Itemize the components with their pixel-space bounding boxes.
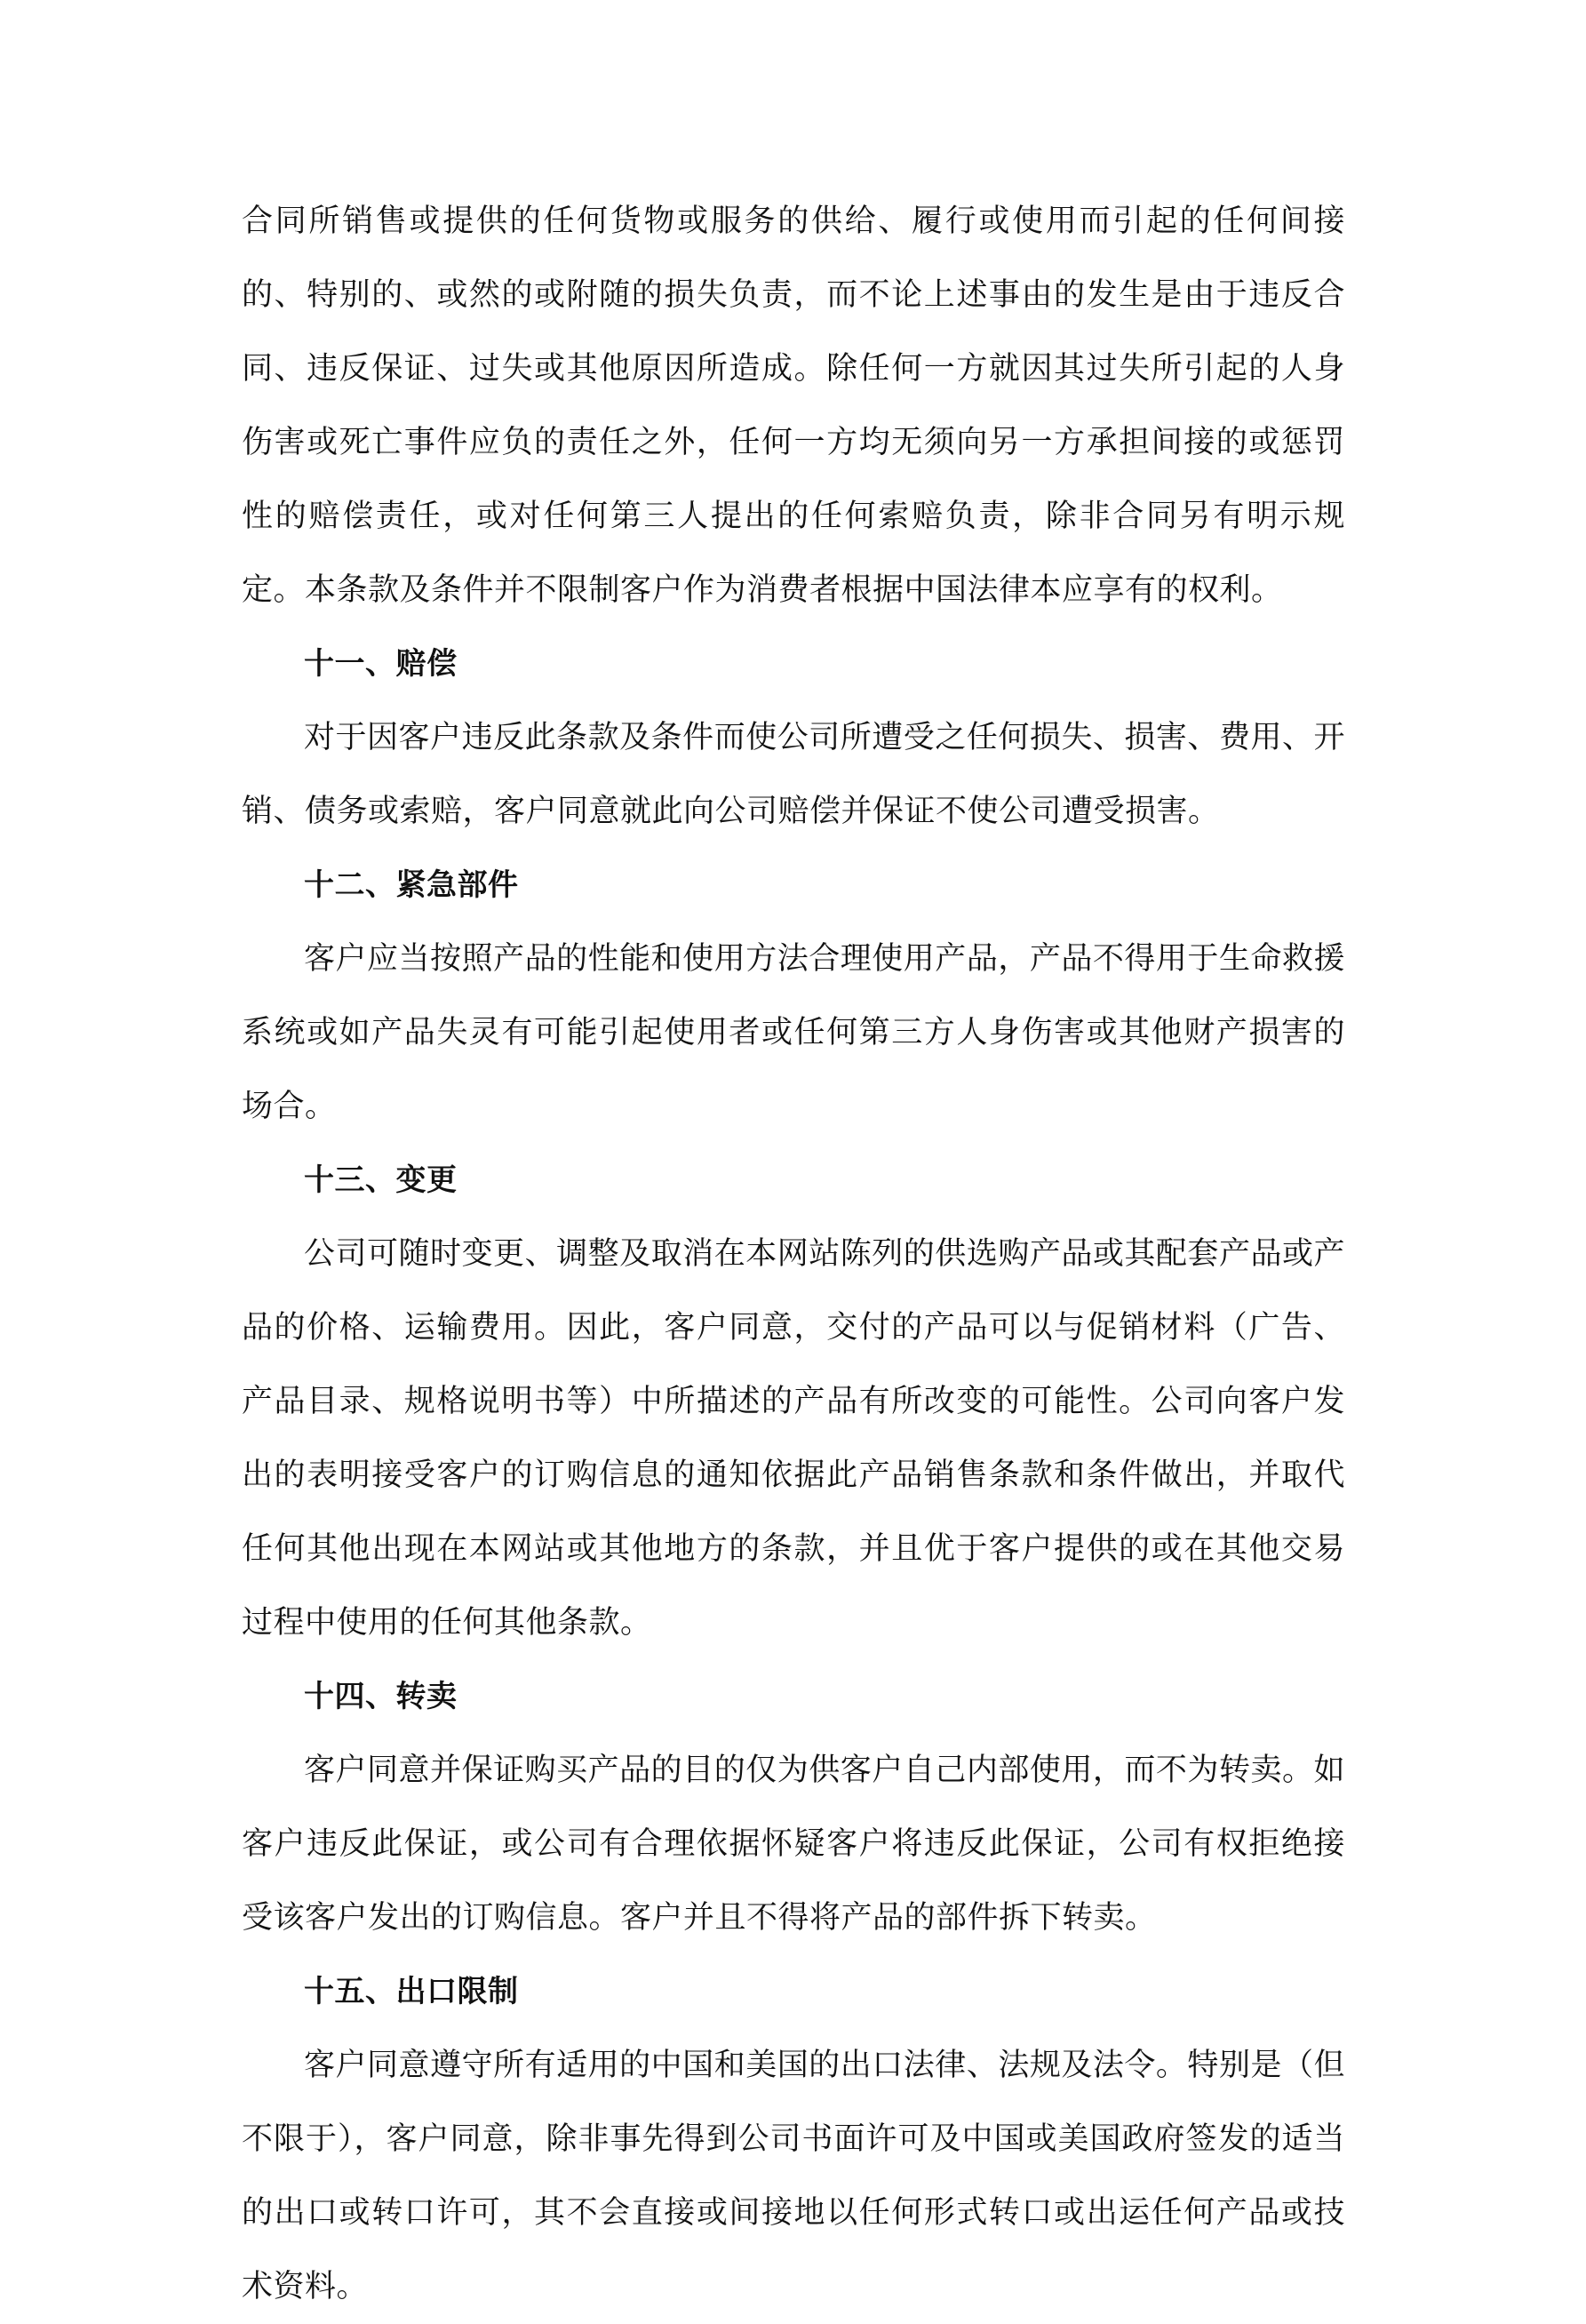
document-body: [242, 185, 1345, 2324]
section-changes: [242, 1144, 1345, 1660]
continuation-paragraph: 合同所销售或提供的任何货物或服务的供给、履行或使用而引起的任何间接的、特别的、或然的或附随的损失负责，而不论上述事由的发生是由于违反合同、违反保证、过失或其他原因所造成。除任何一方就因其过失所引起的人身伤害或死亡事件应负的责任之外，任何一方均无须向另一方承担间接的或惩罚性的赔偿责任，或对任何第三人提出的任何索赔负责，除非合同另有明示规定。本条款及条件并不限制客户作为消费者根据中国法律本应享有的权利。: [242, 204, 1345, 608]
section-heading: 十四、转卖: [304, 1679, 458, 1714]
section-heading: 十二、紧急部件: [304, 867, 519, 903]
section-body: 对于因客户违反此条款及条件而使公司所遭受之任何损失、损害、费用、开销、债务或索赔，客户同意就此向公司赔偿并保证不使公司遭受损害。: [242, 720, 1345, 829]
section-indemnity: [242, 627, 1345, 849]
section-body: 客户应当按照产品的性能和使用方法合理使用产品，产品不得用于生命救援系统或如产品失灵有可能引起使用者或任何第三方人身伤害或其他财产损害的场合。: [242, 941, 1345, 1124]
section-body: 公司可随时变更、调整及取消在本网站陈列的供选购产品或其配套产品或产品的价格、运输费用。因此，客户同意，交付的产品可以与促销材料（广告、产品目录、规格说明书等）中所描述的产品有所改变的可能性。公司向客户发出的表明接受客户的订购信息的通知依据此产品销售条款和条件做出，并取代任何其他出现在本网站或其他地方的条款，并且优于客户提供的或在其他交易过程中使用的任何其他条款。: [242, 1236, 1345, 1641]
section-heading: 十一、赔偿: [304, 646, 458, 682]
section-heading: 十五、出口限制: [304, 1974, 519, 2009]
section-resale: [242, 1660, 1345, 1955]
section-body: 客户同意遵守所有适用的中国和美国的出口法律、法规及法令。特别是（但不限于），客户同意，除非事先得到公司书面许可及中国或美国政府签发的适当的出口或转口许可，其不会直接或间接地以任何形式转口或出运任何产品或技术资料。: [242, 2048, 1345, 2304]
section-export-restrictions: [242, 1955, 1345, 2324]
section-body: 客户同意并保证购买产品的目的仅为供客户自己内部使用，而不为转卖。如客户违反此保证，或公司有合理依据怀疑客户将违反此保证，公司有权拒绝接受该客户发出的订购信息。客户并且不得将产品的部件拆下转卖。: [242, 1753, 1345, 1936]
section-heading: 十三、变更: [304, 1162, 458, 1198]
section-emergency-parts: [242, 849, 1345, 1144]
